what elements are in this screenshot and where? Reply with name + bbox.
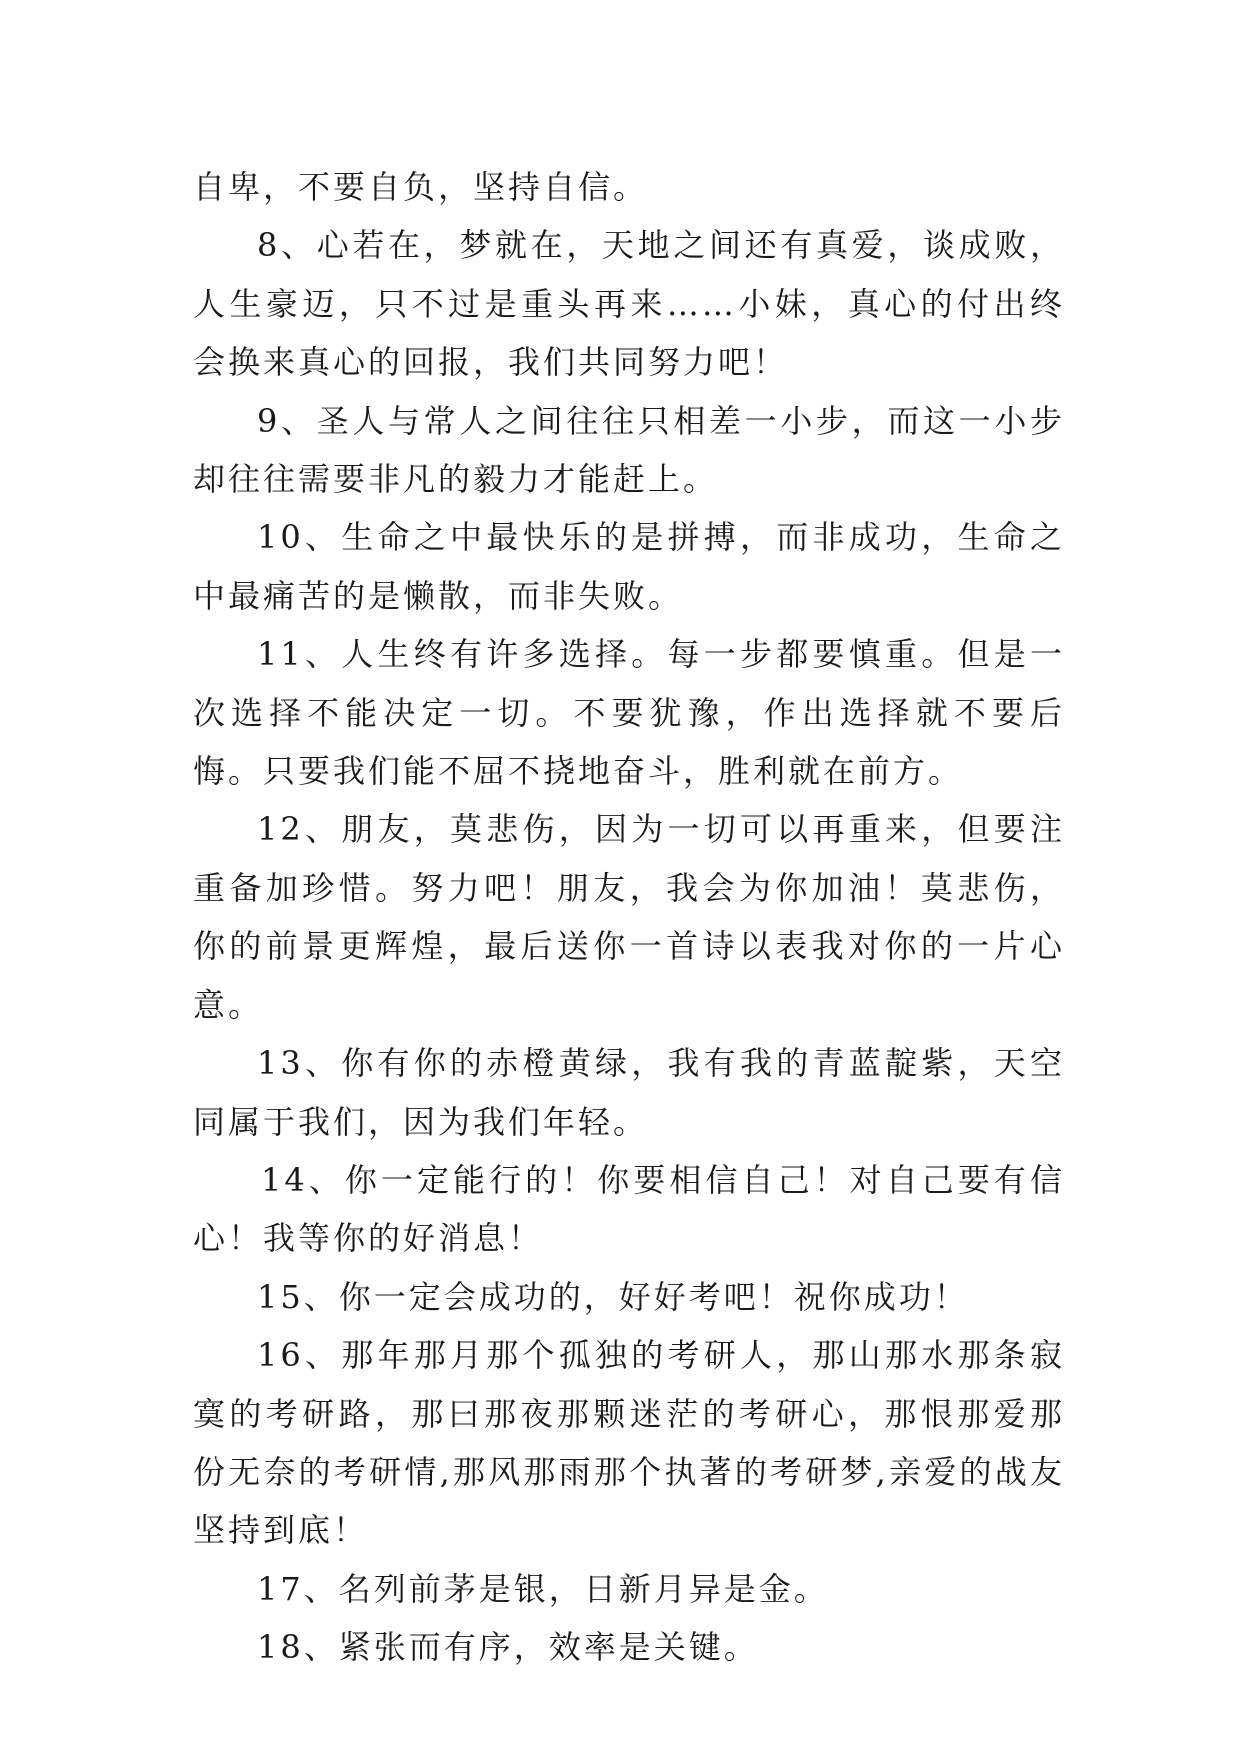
paragraph-item-12: 12、朋友，莫悲伤，因为一切可以再重来，但要注重备加珍惜。努力吧！朋友，我会为你加油！莫悲伤，你的前景更辉煌，最后送你一首诗以表我对你的一片心意。 (193, 810, 1065, 1024)
document-body (193, 158, 1065, 1677)
paragraph-item-15: 15、你一定会成功的，好好考吧！祝你成功！ (257, 1277, 969, 1316)
paragraph-item-14: 14、你一定能行的！你要相信自己！对自己要有信心！我等你的好消息！ (193, 1160, 1065, 1258)
paragraph-continuation: 自卑，不要自负，坚持自信。 (193, 168, 649, 206)
paragraph-item-16: 16、那年那月那个孤独的考研人，那山那水那条寂寞的考研路，那曰那夜那颗迷茫的考研心，那恨那爱那份无奈的考研情,那风那雨那个执著的考研梦,亲爱的战友坚持到底！ (193, 1336, 1065, 1550)
paragraph-item-17: 17、名列前茅是银，日新月异是金。 (257, 1569, 829, 1608)
paragraph-item-13: 13、你有你的赤橙黄绿，我有我的青蓝靛紫，天空同属于我们，因为我们年轻。 (193, 1044, 1065, 1141)
paragraph-item-11: 11、人生终有许多选择。每一步都要慎重。但是一次选择不能决定一切。不要犹豫，作出选择就不要后悔。只要我们能不屈不挠地奋斗，胜利就在前方。 (193, 635, 1065, 791)
paragraph-item-10: 10、生命之中最快乐的是拼搏，而非成功，生命之中最痛苦的是懒散，而非失败。 (193, 518, 1065, 615)
paragraph-item-8: 8、心若在，梦就在，天地之间还有真爱，谈成败，人生豪迈，只不过是重头再来……小妹，真心的付出终会换来真心的回报，我们共同努力吧！ (193, 226, 1065, 382)
paragraph-item-18: 18、紧张而有序，效率是关键。 (257, 1628, 759, 1667)
paragraph-item-9: 9、圣人与常人之间往往只相差一小步，而这一小步却往往需要非凡的毅力才能赶上。 (193, 401, 1065, 499)
